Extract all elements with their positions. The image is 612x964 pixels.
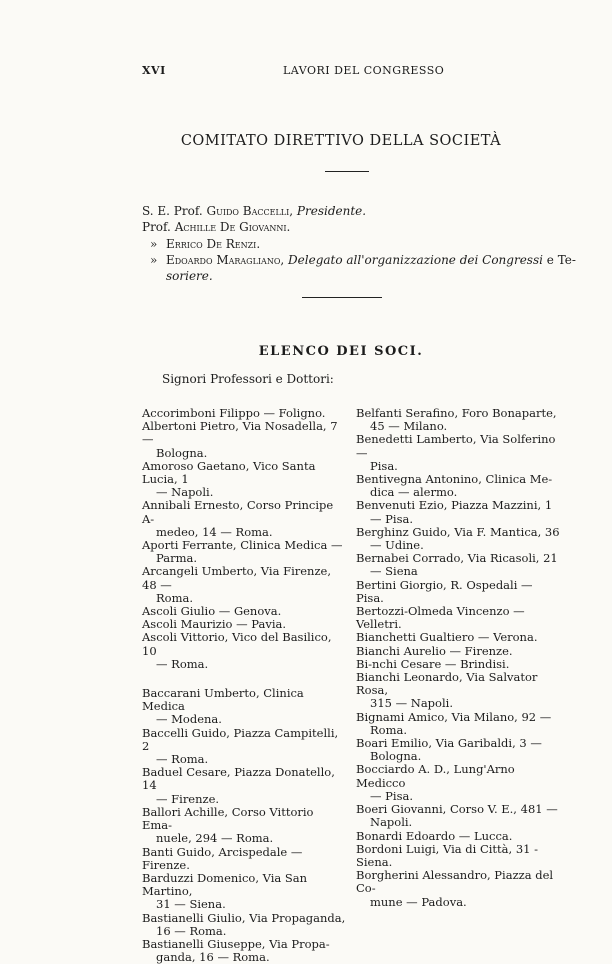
- member-entry: [142, 687, 346, 727]
- member-entry: [356, 671, 562, 711]
- member-line-continuation: — Firenze.: [156, 791, 220, 806]
- member-entry: [356, 869, 562, 909]
- member-entry: [356, 552, 562, 578]
- member-entry: [356, 803, 562, 829]
- member-line: Banti Guido, Arcispedale — Firenze.: [142, 844, 303, 872]
- member-line: Benvenuti Ezio, Piazza Mazzini, 1: [356, 498, 553, 513]
- member-entry: [142, 420, 346, 460]
- member-line: Belfanti Serafino, Foro Bonaparte,: [356, 406, 557, 420]
- member-entry: [142, 727, 346, 767]
- member-line-continuation: 315 — Napoli.: [370, 696, 453, 711]
- member-line-continuation: 31 — Siena.: [156, 897, 226, 912]
- member-line-continuation: — Roma.: [156, 752, 209, 767]
- committee-members: [142, 203, 576, 284]
- member-entry: [356, 711, 562, 737]
- member-line: Boari Emilio, Via Garibaldi, 3 —: [356, 736, 542, 751]
- member-line: Bianchi Aurelio — Firenze.: [356, 643, 513, 658]
- member-line: Bordoni Luigi, Via di Città, 31 - Siena.: [356, 841, 539, 869]
- member-line-continuation: 16 — Roma.: [156, 923, 227, 938]
- member-line: Baduel Cesare, Piazza Donatello, 14: [142, 765, 335, 793]
- member-line: Bianchi Leonardo, Via Salvator Rosa,: [356, 670, 538, 698]
- member-line: Arcangeli Umberto, Via Firenze, 48 —: [142, 564, 331, 592]
- members-list-title: ELENCO DEI SOCI.: [258, 344, 424, 359]
- member-entry: [142, 631, 346, 671]
- member-line-continuation: Bologna.: [370, 749, 422, 764]
- member-line: Accorimboni Filippo — Foligno.: [142, 406, 326, 420]
- members-list-intro: Signori Professori e Dottori:: [162, 372, 334, 386]
- member-line-continuation: ganda, 16 — Roma.: [156, 950, 270, 964]
- member-entry: [356, 645, 562, 658]
- member-line-continuation: Roma.: [156, 590, 193, 605]
- member-entry: [356, 579, 562, 605]
- title-divider: [325, 171, 369, 172]
- committee-member: » Errico De Renzi.: [150, 236, 261, 251]
- member-line: Benedetti Lamberto, Via Solferino —: [356, 432, 556, 460]
- member-entry: [142, 565, 346, 605]
- committee-member: Prof. Achille De Giovanni.: [142, 220, 291, 235]
- committee-title: COMITATO DIRETTIVO DELLA SOCIETÀ: [180, 133, 502, 149]
- member-line: Ascoli Giulio — Genova.: [142, 604, 282, 619]
- member-line-continuation: dica — alermo.: [370, 485, 458, 500]
- committee-member-continuation: soriere.: [166, 269, 213, 284]
- member-entry: [356, 605, 562, 631]
- member-entry: [142, 460, 346, 500]
- member-line: Albertoni Pietro, Via Nosadella, 7 —: [142, 419, 338, 447]
- member-line: Bianchetti Gualtiero — Verona.: [356, 630, 538, 645]
- member-line: Bastianelli Giuseppe, Via Propa-: [142, 936, 330, 951]
- member-entry: [356, 473, 562, 499]
- member-line: Ballori Achille, Corso Vittorio Ema-: [142, 804, 314, 833]
- member-line-continuation: — Roma.: [156, 656, 209, 671]
- member-line: Bertozzi-Olmeda Vincenzo — Velletri.: [356, 604, 525, 632]
- member-entry: [356, 631, 562, 644]
- committee-member: S. E. Prof. Guido Baccelli, Presidente.: [142, 204, 367, 218]
- member-line-continuation: medeo, 14 — Roma.: [156, 524, 273, 539]
- member-line: Baccelli Guido, Piazza Campitelli, 2: [142, 725, 339, 753]
- running-title: LAVORI DEL CONGRESSO: [283, 64, 445, 77]
- member-line: Bernabei Corrado, Via Ricasoli, 21: [356, 551, 558, 566]
- member-line-continuation: — Udine.: [370, 538, 424, 553]
- member-line-continuation: mune — Padova.: [370, 894, 467, 909]
- members-column-right: [356, 407, 562, 909]
- member-entry: [142, 912, 346, 938]
- member-entry: [356, 830, 562, 843]
- member-line: Amoroso Gaetano, Vico Santa Lucia, 1: [142, 458, 316, 487]
- member-line: Annibali Ernesto, Corso Principe A-: [142, 498, 334, 526]
- page-header: [142, 64, 472, 80]
- member-line: Baccarani Umberto, Clinica Medica: [142, 686, 304, 714]
- member-entry: [356, 407, 562, 433]
- member-entry: [142, 872, 346, 912]
- member-line-continuation: Napoli.: [370, 815, 413, 830]
- member-entry: [356, 499, 562, 525]
- member-line-continuation: Roma.: [370, 722, 407, 737]
- page-number: XVI: [142, 64, 166, 77]
- member-line: Bocciardo A. D., Lung'Arno Medicco: [356, 762, 515, 790]
- member-line: Bertini Giorgio, R. Ospedali — Pisa.: [356, 577, 533, 605]
- member-line-continuation: Bologna.: [156, 445, 208, 460]
- section-divider: [302, 297, 382, 298]
- member-line-continuation: — Siena: [370, 564, 418, 579]
- member-line: Bi-nchi Cesare — Brindisi.: [356, 656, 510, 671]
- member-line: Ascoli Maurizio — Pavia.: [142, 617, 287, 632]
- member-entry: [142, 938, 346, 964]
- member-line-continuation: nuele, 294 — Roma.: [156, 831, 274, 846]
- member-entry: [142, 766, 346, 806]
- committee-member: » Edoardo Maragliano, Delegato all'organizzazione dei Congressi e Te-: [150, 252, 576, 267]
- members-column-left: [142, 407, 346, 964]
- member-line: Bentivegna Antonino, Clinica Me-: [356, 472, 553, 487]
- member-line: Barduzzi Domenico, Via San Martino,: [142, 870, 308, 899]
- member-entry: [356, 526, 562, 552]
- member-line: Bastianelli Giulio, Via Propaganda,: [142, 910, 346, 925]
- member-entry: [356, 763, 562, 803]
- member-entry: [142, 806, 346, 846]
- member-line: Boeri Giovanni, Corso V. E., 481 —: [356, 802, 558, 817]
- list-spacer: [142, 671, 346, 687]
- member-entry: [356, 737, 562, 763]
- member-entry: [142, 846, 346, 872]
- member-line: Berghinz Guido, Via F. Mantica, 36: [356, 524, 560, 539]
- member-line-continuation: — Pisa.: [370, 788, 413, 803]
- member-entry: [142, 499, 346, 539]
- member-line-continuation: — Pisa.: [370, 511, 413, 526]
- member-line: Aporti Ferrante, Clinica Medica —: [142, 538, 343, 553]
- member-line: Bignami Amico, Via Milano, 92 —: [356, 709, 552, 724]
- member-line-continuation: — Napoli.: [156, 485, 214, 500]
- member-entry: [356, 433, 562, 473]
- member-line-continuation: 45 — Milano.: [370, 419, 448, 434]
- member-line: Borgherini Alessandro, Piazza del Co-: [356, 868, 554, 896]
- member-entry: [356, 843, 562, 869]
- member-line-continuation: Pisa.: [370, 458, 398, 473]
- member-line: Ascoli Vittorio, Vico del Basilico, 10: [142, 630, 332, 658]
- member-line-continuation: — Modena.: [156, 712, 222, 727]
- member-entry: [142, 539, 346, 565]
- member-line: Bonardi Edoardo — Lucca.: [356, 828, 513, 843]
- member-line-continuation: Parma.: [156, 551, 197, 566]
